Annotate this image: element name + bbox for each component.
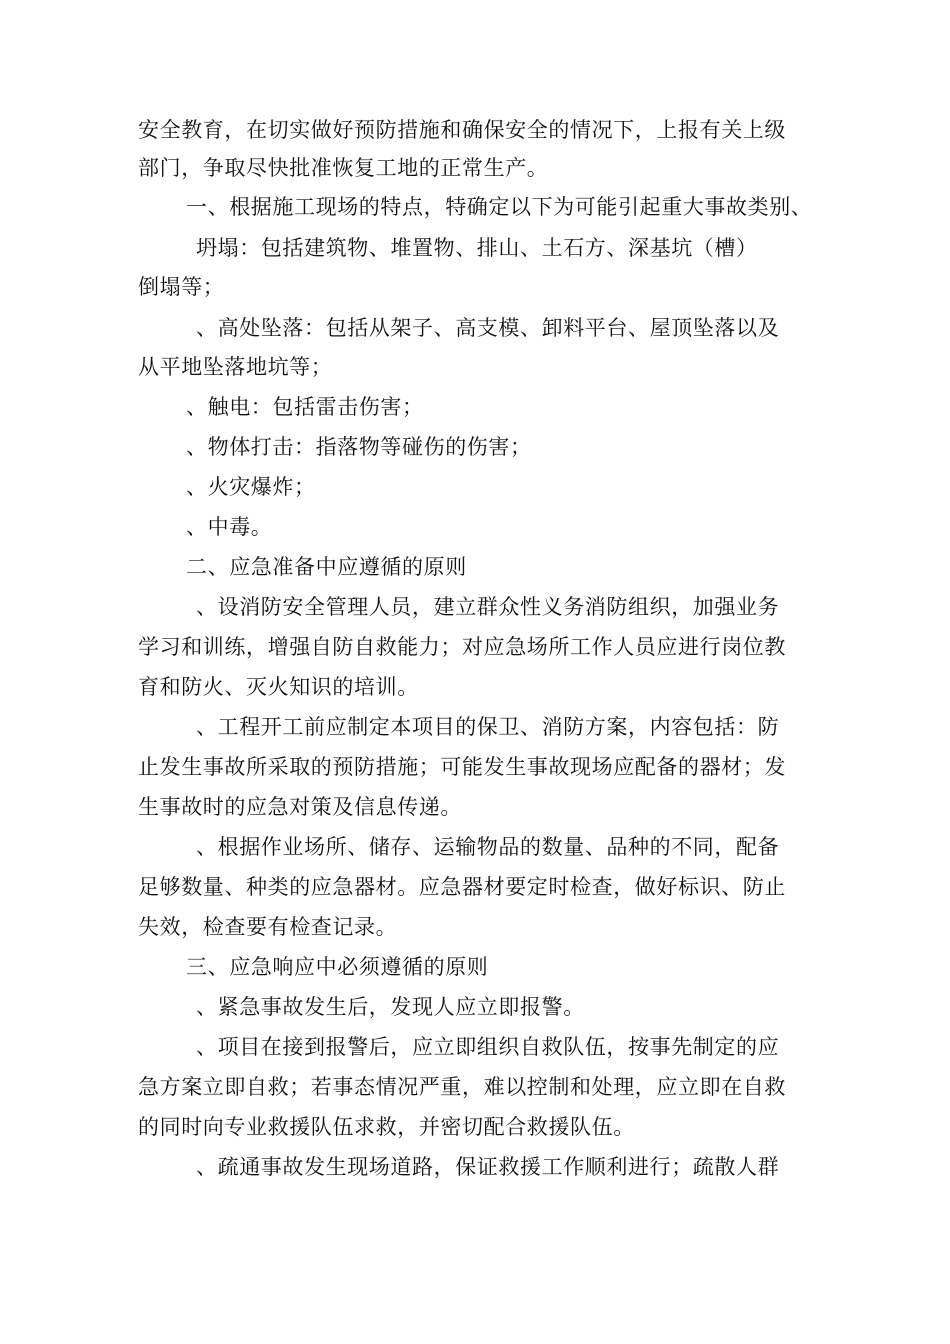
body-text-line: 、疏通事故发生现场道路，保证救援工作顺利进行；疏散人群: [196, 1155, 780, 1179]
list-item-electrocution: 、触电：包括雷击伤害；: [186, 395, 424, 419]
body-text-line: 安全教育，在切实做好预防措施和确保安全的情况下，上报有关上级: [138, 118, 786, 142]
list-item-collapse: 坍塌：包括建筑物、堆置物、排山、土石方、深基坑（槽）: [196, 236, 758, 260]
body-text-line: 、项目在接到报警后，应立即组织自救队伍，按事先制定的应: [196, 1035, 780, 1059]
body-text-line: 失效，检查要有检查记录。: [138, 915, 398, 939]
list-item-object-strike: 、物体打击：指落物等碰伤的伤害；: [186, 435, 532, 459]
body-text-line: 育和防火、灭火知识的培训。: [138, 675, 419, 699]
body-text-line: 生事故时的应急对策及信息传递。: [138, 795, 462, 819]
section-heading-3: 三、应急响应中必须遵循的原则: [186, 955, 489, 979]
body-text-line: 从平地坠落地坑等；: [138, 355, 333, 379]
list-item-fall: 、高处坠落：包括从架子、高支模、卸料平台、屋顶坠落以及: [196, 316, 780, 340]
body-text-line: 止发生事故所采取的预防措施；可能发生事故现场应配备的器材；发: [138, 755, 786, 779]
body-text-line: 的同时向专业救援队伍求救，并密切配合救援队伍。: [138, 1115, 635, 1139]
section-heading-1: 一、根据施工现场的特点，特确定以下为可能引起重大事故类别、: [186, 195, 813, 219]
body-text-line: 、根据作业场所、储存、运输物品的数量、品种的不同，配备: [196, 835, 780, 859]
body-text-line: 、设消防安全管理人员，建立群众性义务消防组织，加强业务: [196, 595, 780, 619]
body-text-line: 足够数量、种类的应急器材。应急器材要定时检查，做好标识、防止: [138, 875, 786, 899]
body-text-line: 部门，争取尽快批准恢复工地的正常生产。: [138, 156, 549, 180]
body-text-line: 、紧急事故发生后，发现人应立即报警。: [196, 995, 585, 1019]
body-text-line: 、工程开工前应制定本项目的保卫、消防方案，内容包括：防: [196, 715, 780, 739]
section-heading-2: 二、应急准备中应遵循的原则: [186, 555, 467, 579]
body-text-line: 急方案立即自救；若事态情况严重，难以控制和处理，应立即在自救: [138, 1075, 786, 1099]
body-text-line: 学习和训练，增强自防自救能力；对应急场所工作人员应进行岗位教: [138, 635, 786, 659]
list-item-poisoning: 、中毒。: [186, 515, 273, 539]
list-item-fire: 、火灾爆炸；: [186, 475, 316, 499]
body-text-line: 倒塌等；: [138, 275, 225, 299]
